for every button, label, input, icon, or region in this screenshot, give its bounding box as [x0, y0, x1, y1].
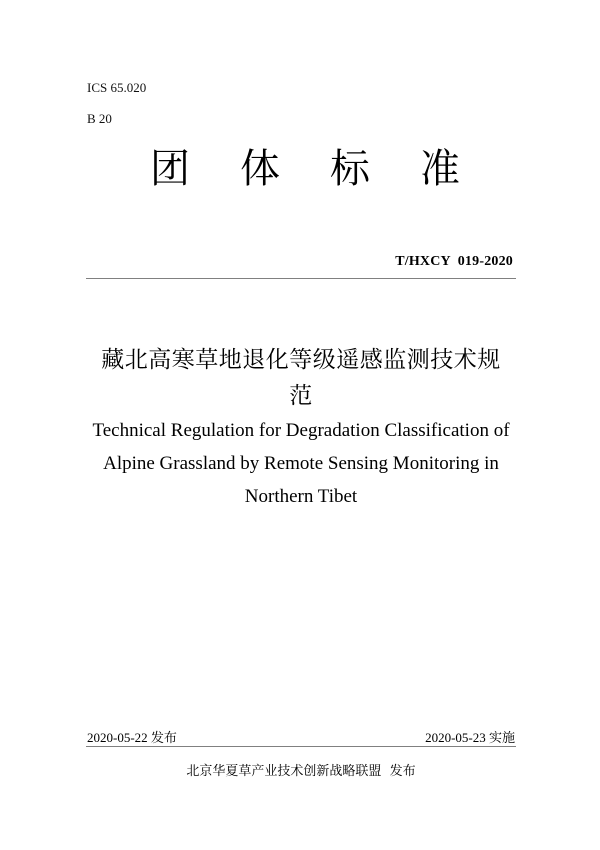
implement-date: 2020-05-23 实施	[425, 730, 515, 745]
title-chinese-line: 范	[289, 383, 313, 409]
standard-type-char: 准	[420, 146, 460, 192]
publish-date: 2020-05-22 发布	[87, 730, 177, 745]
bottom-divider	[86, 746, 516, 747]
ccs-code: B 20	[87, 111, 112, 126]
standard-type-char: 标	[330, 146, 370, 192]
standard-type-heading	[150, 143, 460, 195]
title-english-line: Northern Tibet	[244, 486, 358, 507]
top-divider	[86, 278, 516, 279]
title-english-line: Alpine Grassland by Remote Sensing Monitoring in	[103, 453, 499, 474]
title-chinese	[86, 342, 516, 414]
title-english	[80, 414, 522, 513]
publisher: 北京华夏草产业技术创新战略联盟 发布	[186, 764, 416, 779]
title-english-line: Technical Regulation for Degradation Classification of	[92, 420, 510, 441]
standard-type-char: 体	[240, 146, 280, 192]
standard-type-char: 团	[150, 146, 190, 192]
standard-number: T/HXCY 019-2020	[395, 254, 513, 269]
title-chinese-line: 藏北高寒草地退化等级遥感监测技术规	[101, 347, 501, 373]
ics-code: ICS 65.020	[87, 80, 147, 95]
